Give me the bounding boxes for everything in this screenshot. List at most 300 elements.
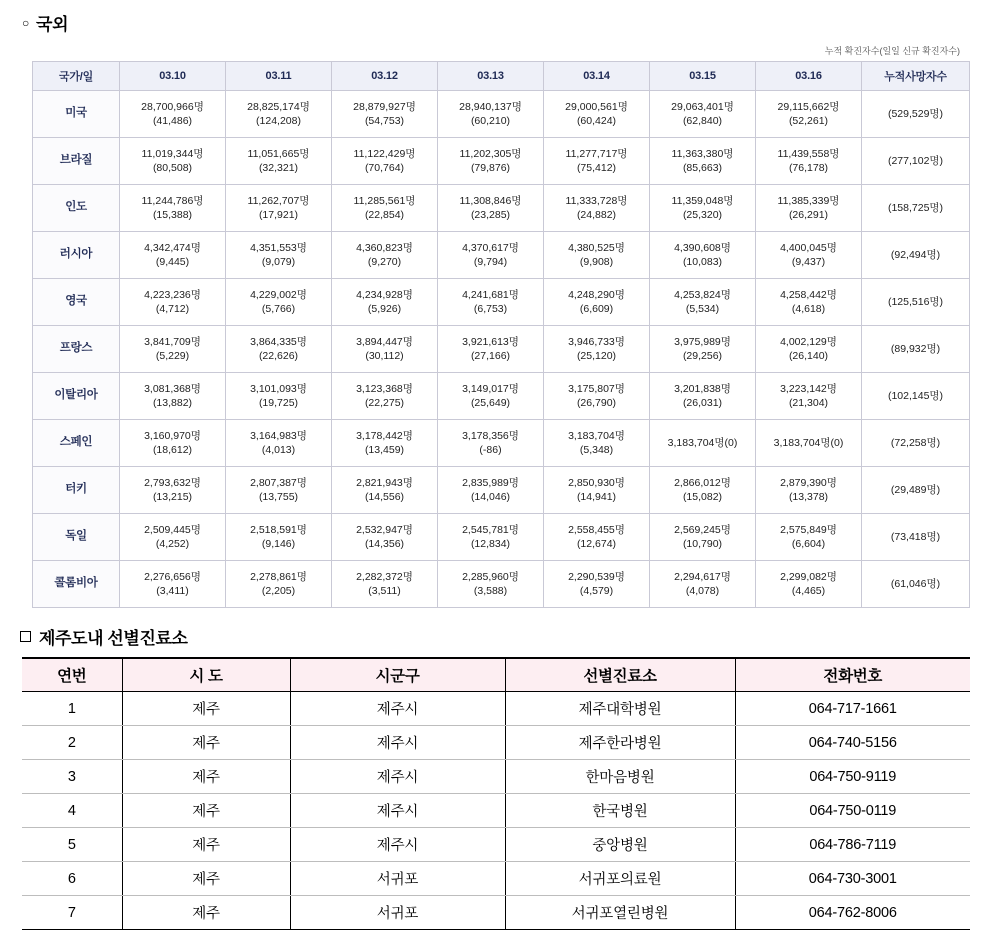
cumulative-cases-value: 11,051,665명 bbox=[247, 147, 310, 160]
daily-cases-cell bbox=[120, 138, 226, 185]
overseas-section-title: 국외 bbox=[35, 15, 69, 34]
daily-cases-cell bbox=[332, 561, 438, 608]
province-cell: 제주 bbox=[122, 692, 290, 726]
new-cases-value: (6,753) bbox=[473, 303, 508, 315]
cumulative-cases-value: 4,380,525명 bbox=[568, 241, 625, 254]
new-cases-value: (-86) bbox=[479, 444, 502, 456]
daily-cases-cell bbox=[756, 467, 862, 514]
cumulative-cases-value: 4,390,608명 bbox=[674, 241, 731, 254]
country-name-cell: 미국 bbox=[33, 91, 120, 138]
column-header-0310: 03.10 bbox=[120, 62, 226, 91]
province-cell: 제주 bbox=[122, 726, 290, 760]
daily-cases-cell bbox=[226, 467, 332, 514]
phone-number-cell: 064-740-5156 bbox=[735, 726, 970, 760]
cumulative-cases-value: 2,879,390명 bbox=[780, 476, 837, 489]
cumulative-cases-value: 2,290,539명 bbox=[568, 570, 625, 583]
clinic-name-cell: 제주한라병원 bbox=[505, 726, 735, 760]
clinic-name-cell: 한국병원 bbox=[505, 794, 735, 828]
daily-cases-cell bbox=[756, 420, 862, 467]
daily-cases-cell bbox=[438, 232, 544, 279]
daily-cases-cell bbox=[120, 91, 226, 138]
cumulative-cases-value: 2,793,632명 bbox=[144, 476, 201, 489]
table-row bbox=[33, 326, 970, 373]
cumulative-cases-value: 3,864,335명 bbox=[250, 335, 307, 348]
daily-cases-cell bbox=[120, 514, 226, 561]
phone-number-cell: 064-717-1661 bbox=[735, 692, 970, 726]
cumulative-cases-value: 3,183,704명 bbox=[568, 429, 625, 442]
new-cases-value: (19,725) bbox=[258, 397, 299, 409]
daily-cases-cell bbox=[120, 279, 226, 326]
new-cases-value: (23,285) bbox=[470, 209, 511, 221]
new-cases-value: (29,256) bbox=[682, 350, 723, 362]
daily-cases-cell bbox=[332, 514, 438, 561]
daily-cases-cell bbox=[756, 326, 862, 373]
country-name-cell: 스페인 bbox=[33, 420, 120, 467]
daily-cases-cell bbox=[438, 138, 544, 185]
cumulative-cases-value: 2,821,943명 bbox=[356, 476, 413, 489]
new-cases-value: (2,205) bbox=[261, 585, 296, 597]
clinics-section-title: 제주도내 선별진료소 bbox=[39, 629, 188, 648]
province-cell: 제주 bbox=[122, 794, 290, 828]
cumulative-cases-value: 4,241,681명 bbox=[462, 288, 519, 301]
table-row bbox=[33, 514, 970, 561]
cumulative-cases-value: 3,201,838명 bbox=[674, 382, 731, 395]
cumulative-cases-value: 3,178,442명 bbox=[356, 429, 413, 442]
new-cases-value: (15,082) bbox=[682, 491, 723, 503]
daily-cases-cell bbox=[756, 185, 862, 232]
clinic-name-cell: 서귀포의료원 bbox=[505, 862, 735, 896]
cumulative-deaths-cell: (529,529명) bbox=[862, 91, 970, 138]
cumulative-cases-value: 4,360,823명 bbox=[356, 241, 413, 254]
new-cases-value: (5,229) bbox=[155, 350, 190, 362]
new-cases-value: (22,275) bbox=[364, 397, 405, 409]
table-header-row bbox=[33, 62, 970, 91]
new-cases-value: (26,140) bbox=[788, 350, 829, 362]
new-cases-value: (3,511) bbox=[368, 585, 401, 597]
index-cell: 6 bbox=[22, 862, 122, 896]
new-cases-value: (79,876) bbox=[470, 162, 511, 174]
daily-cases-cell bbox=[650, 326, 756, 373]
new-cases-value: (25,649) bbox=[470, 397, 511, 409]
cumulative-cases-value: 3,160,970명 bbox=[144, 429, 201, 442]
cumulative-deaths-cell: (277,102명) bbox=[862, 138, 970, 185]
square-bullet-icon bbox=[20, 631, 31, 642]
daily-cases-cell bbox=[650, 467, 756, 514]
phone-number-cell: 064-730-3001 bbox=[735, 862, 970, 896]
cumulative-deaths-cell: (61,046명) bbox=[862, 561, 970, 608]
cumulative-cases-value: 11,363,380명 bbox=[671, 147, 734, 160]
cumulative-cases-value: 4,234,928명 bbox=[356, 288, 413, 301]
overseas-table-body bbox=[33, 91, 970, 608]
cumulative-cases-value: 2,850,930명 bbox=[568, 476, 625, 489]
daily-cases-cell bbox=[120, 185, 226, 232]
daily-cases-cell bbox=[120, 326, 226, 373]
new-cases-value: (22,626) bbox=[258, 350, 299, 362]
cumulative-deaths-cell: (102,145명) bbox=[862, 373, 970, 420]
cumulative-cases-value: 2,282,372명 bbox=[356, 570, 413, 583]
new-cases-value: (9,794) bbox=[473, 256, 508, 268]
country-name-cell: 러시아 bbox=[33, 232, 120, 279]
new-cases-value: (3,411) bbox=[156, 585, 189, 597]
cumulative-cases-value: 4,229,002명 bbox=[250, 288, 307, 301]
cumulative-cases-value: 3,894,447명 bbox=[356, 335, 413, 348]
index-cell: 4 bbox=[22, 794, 122, 828]
daily-cases-cell bbox=[226, 138, 332, 185]
daily-cases-cell bbox=[438, 373, 544, 420]
daily-cases-cell bbox=[544, 138, 650, 185]
clinic-name-cell: 중앙병원 bbox=[505, 828, 735, 862]
table-row bbox=[33, 467, 970, 514]
clinics-table-body bbox=[22, 692, 970, 930]
new-cases-value: (4,618) bbox=[791, 303, 826, 315]
cumulative-cases-value: 2,532,947명 bbox=[356, 523, 413, 536]
overseas-table-note: 누적 확진자수(일일 신규 확진자수) bbox=[824, 46, 960, 56]
new-cases-value: (15,388) bbox=[152, 209, 193, 221]
country-name-cell: 프랑스 bbox=[33, 326, 120, 373]
cumulative-cases-value: 28,879,927명 bbox=[353, 100, 416, 113]
cumulative-cases-value: 4,248,290명 bbox=[568, 288, 625, 301]
column-header-0316: 03.16 bbox=[756, 62, 862, 91]
new-cases-value: (21,304) bbox=[788, 397, 829, 409]
daily-cases-cell bbox=[544, 326, 650, 373]
column-header-0312: 03.12 bbox=[332, 62, 438, 91]
new-cases-value: (76,178) bbox=[788, 162, 829, 174]
daily-cases-cell bbox=[650, 91, 756, 138]
clinic-name-cell: 제주대학병원 bbox=[505, 692, 735, 726]
new-cases-value: (30,112) bbox=[365, 350, 404, 362]
daily-cases-cell bbox=[226, 420, 332, 467]
table-header-row bbox=[22, 658, 970, 692]
column-header-clinic: 선별진료소 bbox=[505, 658, 735, 692]
table-row bbox=[33, 138, 970, 185]
cumulative-cases-value: 3,223,142명 bbox=[780, 382, 837, 395]
new-cases-value: (80,508) bbox=[152, 162, 193, 174]
clinic-name-cell: 서귀포열린병원 bbox=[505, 896, 735, 930]
cumulative-cases-value: 11,202,305명 bbox=[459, 147, 522, 160]
table-row bbox=[33, 279, 970, 326]
cumulative-cases-value: 4,351,553명 bbox=[250, 241, 307, 254]
overseas-table-wrap bbox=[0, 61, 992, 608]
cumulative-deaths-cell: (92,494명) bbox=[862, 232, 970, 279]
cumulative-cases-value: 11,308,846명 bbox=[459, 194, 522, 207]
daily-cases-cell bbox=[650, 561, 756, 608]
cumulative-cases-value: 29,000,561명 bbox=[565, 100, 628, 113]
cumulative-cases-value: 11,262,707명 bbox=[247, 194, 310, 207]
daily-cases-cell bbox=[438, 326, 544, 373]
cumulative-cases-value: 3,946,733명 bbox=[568, 335, 625, 348]
cumulative-cases-value: 28,940,137명 bbox=[459, 100, 522, 113]
new-cases-value: (12,834) bbox=[470, 538, 511, 550]
column-header-0313: 03.13 bbox=[438, 62, 544, 91]
new-cases-value: (10,790) bbox=[682, 538, 723, 550]
table-row bbox=[22, 760, 970, 794]
cumulative-cases-value: 2,558,455명 bbox=[568, 523, 625, 536]
daily-cases-cell bbox=[120, 232, 226, 279]
daily-cases-cell bbox=[650, 185, 756, 232]
new-cases-value: (12,674) bbox=[576, 538, 617, 550]
overseas-cases-table bbox=[32, 61, 970, 608]
cumulative-cases-value: 11,285,561명 bbox=[353, 194, 416, 207]
cumulative-cases-value: 11,439,558명 bbox=[777, 147, 840, 160]
daily-cases-cell bbox=[226, 373, 332, 420]
daily-cases-cell bbox=[544, 467, 650, 514]
new-cases-value: (13,755) bbox=[258, 491, 299, 503]
daily-cases-cell bbox=[332, 420, 438, 467]
country-name-cell: 영국 bbox=[33, 279, 120, 326]
province-cell: 제주 bbox=[122, 760, 290, 794]
table-row bbox=[33, 185, 970, 232]
daily-cases-cell bbox=[650, 138, 756, 185]
column-header-0311: 03.11 bbox=[226, 62, 332, 91]
cumulative-cases-value: 3,183,704명(0) bbox=[667, 436, 738, 449]
table-row bbox=[33, 91, 970, 138]
cumulative-cases-value: 3,164,983명 bbox=[250, 429, 307, 442]
daily-cases-cell bbox=[332, 138, 438, 185]
column-header-phone: 전화번호 bbox=[735, 658, 970, 692]
new-cases-value: (9,270) bbox=[367, 256, 402, 268]
overseas-section-heading bbox=[0, 0, 992, 35]
index-cell: 1 bbox=[22, 692, 122, 726]
phone-number-cell: 064-786-7119 bbox=[735, 828, 970, 862]
table-row bbox=[33, 420, 970, 467]
daily-cases-cell bbox=[650, 514, 756, 561]
cumulative-cases-value: 2,518,591명 bbox=[250, 523, 307, 536]
new-cases-value: (52,261) bbox=[788, 115, 829, 127]
table-row bbox=[33, 561, 970, 608]
daily-cases-cell bbox=[756, 279, 862, 326]
cumulative-cases-value: 11,277,717명 bbox=[565, 147, 628, 160]
cumulative-cases-value: 2,294,617명 bbox=[674, 570, 731, 583]
cumulative-deaths-cell: (73,418명) bbox=[862, 514, 970, 561]
cumulative-cases-value: 11,385,339명 bbox=[777, 194, 840, 207]
daily-cases-cell bbox=[650, 279, 756, 326]
cumulative-cases-value: 2,807,387명 bbox=[250, 476, 307, 489]
new-cases-value: (9,437) bbox=[791, 256, 826, 268]
daily-cases-cell bbox=[544, 373, 650, 420]
cumulative-cases-value: 3,081,368명 bbox=[144, 382, 201, 395]
new-cases-value: (14,941) bbox=[576, 491, 617, 503]
table-row bbox=[33, 373, 970, 420]
district-cell: 제주시 bbox=[290, 692, 505, 726]
new-cases-value: (32,321) bbox=[258, 162, 299, 174]
cumulative-cases-value: 28,825,174명 bbox=[247, 100, 310, 113]
country-name-cell: 콜롬비아 bbox=[33, 561, 120, 608]
circle-bullet-icon: ○ bbox=[22, 15, 29, 30]
daily-cases-cell bbox=[332, 467, 438, 514]
country-name-cell: 이탈리아 bbox=[33, 373, 120, 420]
cumulative-cases-value: 3,841,709명 bbox=[144, 335, 201, 348]
new-cases-value: (14,356) bbox=[364, 538, 405, 550]
daily-cases-cell bbox=[332, 91, 438, 138]
daily-cases-cell bbox=[756, 138, 862, 185]
new-cases-value: (75,412) bbox=[576, 162, 617, 174]
clinic-name-cell: 한마음병원 bbox=[505, 760, 735, 794]
new-cases-value: (26,291) bbox=[788, 209, 829, 221]
cumulative-cases-value: 11,244,786명 bbox=[141, 194, 204, 207]
cumulative-cases-value: 2,299,082명 bbox=[780, 570, 837, 583]
new-cases-value: (13,459) bbox=[364, 444, 405, 456]
phone-number-cell: 064-762-8006 bbox=[735, 896, 970, 930]
cumulative-cases-value: 29,063,401명 bbox=[671, 100, 734, 113]
daily-cases-cell bbox=[650, 373, 756, 420]
new-cases-value: (9,445) bbox=[155, 256, 190, 268]
table-row bbox=[22, 692, 970, 726]
daily-cases-cell bbox=[332, 279, 438, 326]
column-header-0315: 03.15 bbox=[650, 62, 756, 91]
daily-cases-cell bbox=[226, 514, 332, 561]
daily-cases-cell bbox=[226, 91, 332, 138]
new-cases-value: (41,486) bbox=[152, 115, 193, 127]
new-cases-value: (17,921) bbox=[258, 209, 299, 221]
daily-cases-cell bbox=[226, 279, 332, 326]
cumulative-cases-value: 28,700,966명 bbox=[141, 100, 204, 113]
new-cases-value: (5,348) bbox=[579, 444, 614, 456]
cumulative-cases-value: 4,253,824명 bbox=[674, 288, 731, 301]
new-cases-value: (6,609) bbox=[579, 303, 614, 315]
cumulative-cases-value: 11,333,728명 bbox=[565, 194, 628, 207]
table-row bbox=[22, 794, 970, 828]
new-cases-value: (124,208) bbox=[256, 115, 301, 127]
new-cases-value: (14,046) bbox=[470, 491, 511, 503]
cumulative-cases-value: 3,183,704명(0) bbox=[773, 436, 844, 449]
province-cell: 제주 bbox=[122, 862, 290, 896]
cumulative-cases-value: 4,342,474명 bbox=[144, 241, 201, 254]
district-cell: 서귀포 bbox=[290, 896, 505, 930]
new-cases-value: (60,210) bbox=[470, 115, 511, 127]
new-cases-value: (4,579) bbox=[579, 585, 614, 597]
daily-cases-cell bbox=[438, 420, 544, 467]
new-cases-value: (60,424) bbox=[576, 115, 617, 127]
cumulative-cases-value: 2,509,445명 bbox=[144, 523, 201, 536]
index-cell: 2 bbox=[22, 726, 122, 760]
new-cases-value: (26,790) bbox=[576, 397, 617, 409]
country-name-cell: 브라질 bbox=[33, 138, 120, 185]
cumulative-cases-value: 2,835,989명 bbox=[462, 476, 519, 489]
new-cases-value: (4,013) bbox=[261, 444, 296, 456]
cumulative-cases-value: 2,276,656명 bbox=[144, 570, 201, 583]
new-cases-value: (9,079) bbox=[261, 256, 296, 268]
cumulative-cases-value: 3,175,807명 bbox=[568, 382, 625, 395]
phone-number-cell: 064-750-9119 bbox=[735, 760, 970, 794]
index-cell: 7 bbox=[22, 896, 122, 930]
table-row bbox=[22, 726, 970, 760]
district-cell: 제주시 bbox=[290, 760, 505, 794]
cumulative-deaths-cell: (29,489명) bbox=[862, 467, 970, 514]
column-header-province: 시 도 bbox=[122, 658, 290, 692]
cumulative-cases-value: 3,149,017명 bbox=[462, 382, 519, 395]
cumulative-cases-value: 2,569,245명 bbox=[674, 523, 731, 536]
cumulative-deaths-cell: (125,516명) bbox=[862, 279, 970, 326]
daily-cases-cell bbox=[332, 326, 438, 373]
new-cases-value: (5,766) bbox=[261, 303, 296, 315]
daily-cases-cell bbox=[544, 232, 650, 279]
new-cases-value: (70,764) bbox=[364, 162, 405, 174]
table-row bbox=[22, 862, 970, 896]
daily-cases-cell bbox=[544, 279, 650, 326]
daily-cases-cell bbox=[438, 561, 544, 608]
new-cases-value: (5,534) bbox=[685, 303, 720, 315]
index-cell: 3 bbox=[22, 760, 122, 794]
daily-cases-cell bbox=[756, 561, 862, 608]
new-cases-value: (25,120) bbox=[576, 350, 617, 362]
index-cell: 5 bbox=[22, 828, 122, 862]
new-cases-value: (18,612) bbox=[152, 444, 193, 456]
cumulative-cases-value: 3,921,613명 bbox=[462, 335, 519, 348]
table-row bbox=[22, 828, 970, 862]
new-cases-value: (62,840) bbox=[682, 115, 723, 127]
daily-cases-cell bbox=[438, 467, 544, 514]
district-cell: 제주시 bbox=[290, 828, 505, 862]
cumulative-cases-value: 3,101,093명 bbox=[250, 382, 307, 395]
cumulative-cases-value: 3,975,989명 bbox=[674, 335, 731, 348]
new-cases-value: (4,712) bbox=[155, 303, 190, 315]
column-header-0314: 03.14 bbox=[544, 62, 650, 91]
new-cases-value: (14,556) bbox=[364, 491, 405, 503]
daily-cases-cell bbox=[120, 420, 226, 467]
cumulative-cases-value: 4,002,129명 bbox=[780, 335, 837, 348]
column-header-district: 시군구 bbox=[290, 658, 505, 692]
cumulative-cases-value: 4,400,045명 bbox=[780, 241, 837, 254]
cumulative-deaths-cell: (72,258명) bbox=[862, 420, 970, 467]
new-cases-value: (25,320) bbox=[682, 209, 723, 221]
daily-cases-cell bbox=[756, 373, 862, 420]
new-cases-value: (13,882) bbox=[152, 397, 193, 409]
province-cell: 제주 bbox=[122, 896, 290, 930]
country-name-cell: 터키 bbox=[33, 467, 120, 514]
cumulative-cases-value: 11,122,429명 bbox=[353, 147, 416, 160]
daily-cases-cell bbox=[544, 91, 650, 138]
cumulative-deaths-cell: (89,932명) bbox=[862, 326, 970, 373]
daily-cases-cell bbox=[226, 561, 332, 608]
daily-cases-cell bbox=[650, 420, 756, 467]
table-row bbox=[33, 232, 970, 279]
jeju-screening-clinics-table bbox=[22, 657, 970, 930]
new-cases-value: (10,083) bbox=[682, 256, 723, 268]
clinics-section-heading bbox=[0, 608, 992, 657]
new-cases-value: (26,031) bbox=[682, 397, 723, 409]
province-cell: 제주 bbox=[122, 828, 290, 862]
new-cases-value: (9,146) bbox=[261, 538, 296, 550]
daily-cases-cell bbox=[650, 232, 756, 279]
column-header-country: 국가/일 bbox=[33, 62, 120, 91]
daily-cases-cell bbox=[120, 561, 226, 608]
daily-cases-cell bbox=[226, 185, 332, 232]
daily-cases-cell bbox=[226, 232, 332, 279]
daily-cases-cell bbox=[544, 420, 650, 467]
daily-cases-cell bbox=[544, 561, 650, 608]
new-cases-value: (22,854) bbox=[364, 209, 405, 221]
cumulative-cases-value: 2,866,012명 bbox=[674, 476, 731, 489]
cumulative-cases-value: 29,115,662명 bbox=[777, 100, 840, 113]
cumulative-cases-value: 4,370,617명 bbox=[462, 241, 519, 254]
new-cases-value: (13,215) bbox=[152, 491, 193, 503]
new-cases-value: (13,378) bbox=[788, 491, 829, 503]
cumulative-cases-value: 2,278,861명 bbox=[250, 570, 307, 583]
daily-cases-cell bbox=[332, 373, 438, 420]
new-cases-value: (3,588) bbox=[473, 585, 508, 597]
daily-cases-cell bbox=[756, 232, 862, 279]
district-cell: 제주시 bbox=[290, 726, 505, 760]
table-row bbox=[22, 896, 970, 930]
cumulative-cases-value: 11,359,048명 bbox=[671, 194, 734, 207]
new-cases-value: (54,753) bbox=[364, 115, 405, 127]
new-cases-value: (6,604) bbox=[791, 538, 826, 550]
daily-cases-cell bbox=[756, 91, 862, 138]
country-name-cell: 인도 bbox=[33, 185, 120, 232]
daily-cases-cell bbox=[544, 185, 650, 232]
new-cases-value: (4,078) bbox=[685, 585, 720, 597]
cumulative-cases-value: 2,545,781명 bbox=[462, 523, 519, 536]
